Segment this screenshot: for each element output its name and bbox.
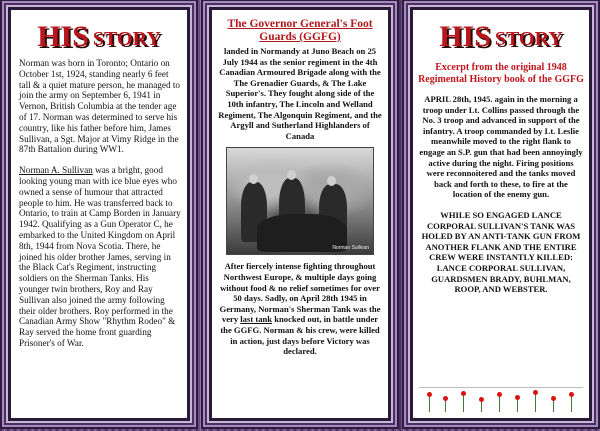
excerpt-text: APRIL 28th, 1945. again in the morning a troop under Lt. Collins passed through the No. 3 troop and advanced in support of the infantry. A troop commanded by Lt. Leslie meanwhile moved to the right flank to engage an S.P. gun that had been annoyingly active during the night. Firing positions were reconnoitered and the tanks moved back and forth to these, to fire at the location of the enemy gun.	[419, 94, 583, 200]
title-story: STORY	[494, 28, 563, 50]
regiment-history-text: landed in Normandy at Juno Beach on 25 July 1944 as the senior regiment in the 4th Canadian Armoured Brigade along with the The Grenadier Guards, & The Lake Superior's. They fought along side of the 10th infantry, The Lincoln and Welland Regiment, The Algonquin Regiment, and the Argyll and Sutherland Highlanders of Canada	[218, 46, 382, 141]
title-story: STORY	[92, 28, 161, 50]
final-battle-text-b: knocked out, in battle under the GGFG. Norman & his crew, were killed in action, just days before Victory was declared.	[220, 314, 380, 357]
last-tank-underlined: last tank	[240, 314, 273, 325]
biography-paragraph-2	[19, 165, 181, 349]
biography-text	[11, 58, 187, 349]
biography-paragraph-1: Norman was born in Toronto; Ontario on October 1st, 1924, standing nearly 6 feet tall & a quiet mature person, he managed to join the army on September 6, 1941 in Vernon, British Columbia at the tender age of 17. Norman was determined to serve his country, like his father before him, James Sullivan, a Sgt. Major at Vimy Ridge in the 87th Battalion during WW1.	[19, 58, 180, 155]
his-story-title	[413, 20, 589, 54]
his-story-panel-right	[410, 7, 592, 421]
photo-caption: Norman Sullivan	[332, 245, 369, 252]
name-underlined: Norman A. Sullivan	[19, 165, 93, 176]
ggfg-panel-center	[209, 7, 391, 421]
his-story-title	[11, 20, 187, 54]
excerpt-capitals-text: WHILE SO ENGAGED LANCE CORPORAL SULLIVAN'S TANK WAS HOLED BY AN ANTI-TANK GUN FROM ANOTHER FLANK AND THE ENTIRE CREW WERE INSTANTLY KILLED: LANCE CORPORAL SULLIVAN, GUARDSMEN BRADY, BUHLMAN, ROOP, AND WEBSTER.	[421, 209, 581, 295]
soldiers-photo	[226, 147, 374, 255]
regiment-title: The Governor General's Foot Guards (GGFG)	[227, 18, 373, 43]
excerpt-heading: Excerpt from the original 1948 Regimental History book of the GGFG	[418, 62, 584, 85]
title-his: HIS	[439, 20, 491, 53]
biography-paragraph-2-text: was a bright, good looking young man with ice blue eyes who owned a sense of humour that attracted people to him. He was transferred back to Ontario, to train at Camp Borden in January 1942. Qualifying as a Gun Operator C, he embarked to the United Kingdom on April 8th, 1944 from Nova Scotia. There, he joined his older brother James, serving in the Black Cat's Regiment, instructing soldiers on the Sherman Tanks. His younger twin brothers, Roy and Ray Sullivan also joined the army following their older brothers. Roy performed in the Canadian Army Show "Rhythm Rodeo" & Ray served the home front guarding Prisoner's of War.	[19, 165, 181, 348]
title-his: HIS	[37, 20, 89, 53]
poppy-border	[419, 387, 583, 414]
final-battle-text-a: After fiercely intense fighting throughout Northwest Europe, & multiple days going without food & no relief sometimes for over 50 days. Sadly, on April 28th 1945 in Germany, Norman's Sherman Tank was the very	[219, 261, 381, 325]
final-battle-text	[212, 255, 388, 356]
his-story-panel-left	[8, 7, 190, 421]
